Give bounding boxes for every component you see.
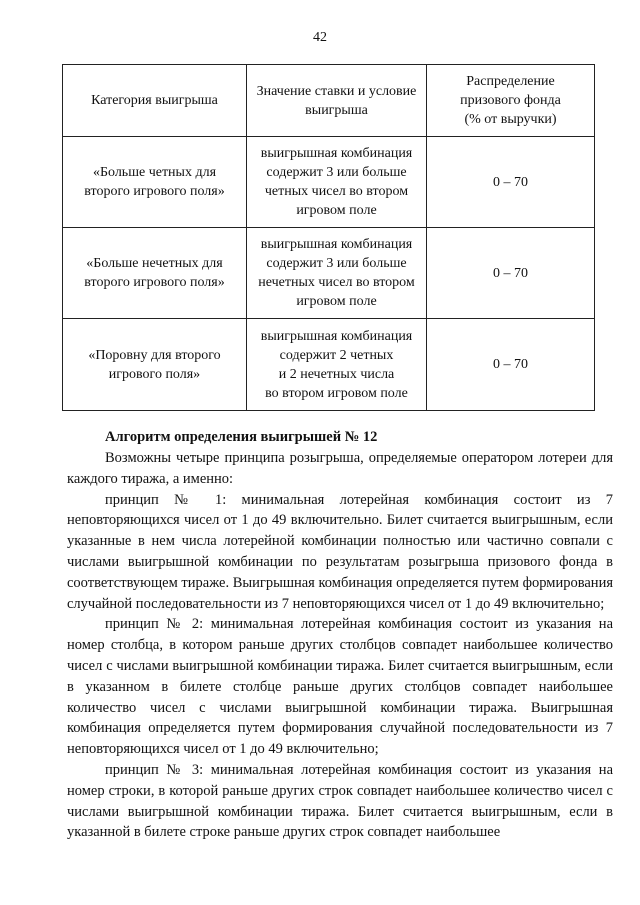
- section-body: [67, 448, 613, 843]
- cell-category: «Больше нечетных для второго игрового поля»: [63, 228, 247, 319]
- cell-distribution: 0 – 70: [427, 228, 595, 319]
- table-row: [63, 319, 595, 411]
- cell-category: «Больше четных для второго игрового поля»: [63, 137, 247, 228]
- cell-condition: выигрышная комбинация содержит 2 четных и 2 нечетных числа во втором игровом поле: [247, 319, 427, 411]
- table-row: [63, 228, 595, 319]
- table-row: [63, 137, 595, 228]
- header-condition: Значение ставки и условие выигрыша: [247, 65, 427, 137]
- paragraph-principle-2: принцип № 2: минимальная лотерейная комбинация состоит из указания на номер столбца, в котором раньше других столбцов совпадет наибольшее количество чисел с числами выигрышной комбинации тиража. Билет считается выигрышным, если в указанном в билете столбце раньше других столбцов совпадет наибольшее количество чисел с числами выигрышной комбинации тиража. Выигрышная комбинация определяется путем формирования случайной последовательности из 7 неповторяющихся чисел от 1 до 49 включительно;: [67, 616, 613, 758]
- page-number: 42: [313, 30, 327, 45]
- paragraph-intro: Возможны четыре принципа розыгрыша, определяемые оператором лотереи для каждого тиража, а именно:: [67, 450, 613, 487]
- cell-distribution: 0 – 70: [427, 319, 595, 411]
- paragraph-principle-3: принцип № 3: минимальная лотерейная комбинация состоит из указания на номер строки, в которой раньше других строк совпадет наибольшее количество чисел с числами выигрышной комбинации тиража. Билет считается выигрышным, если в указанной в билете строке раньше других строк совпадет наибольшее: [67, 761, 613, 841]
- paragraph-principle-1: принцип № 1: минимальная лотерейная комбинация состоит из 7 неповторяющихся чисел от 1 до 49 включительно. Билет считается выигрышным, если указанные в нем числа лотерейной комбинации полностью или частично совпали с числами выигрышной комбинации по результатам розыгрыша призового фонда в соответствующем тираже. Выигрышная комбинация определяется путем формирования случайной последовательности из 7 неповторяющихся чисел от 1 до 49 включительно;: [67, 491, 613, 612]
- cell-condition: выигрышная комбинация содержит 3 или больше нечетных чисел во втором игровом поле: [247, 228, 427, 319]
- cell-condition: выигрышная комбинация содержит 3 или больше четных чисел во втором игровом поле: [247, 137, 427, 228]
- table-header-row: [63, 65, 595, 137]
- section-title: Алгоритм определения выигрышей № 12: [105, 429, 378, 445]
- cell-category: «Поровну для второго игрового поля»: [63, 319, 247, 411]
- cell-distribution: 0 – 70: [427, 137, 595, 228]
- prize-table: [62, 64, 595, 411]
- header-distribution: Распределение призового фонда (% от выручки): [427, 65, 595, 137]
- header-category: Категория выигрыша: [63, 65, 247, 137]
